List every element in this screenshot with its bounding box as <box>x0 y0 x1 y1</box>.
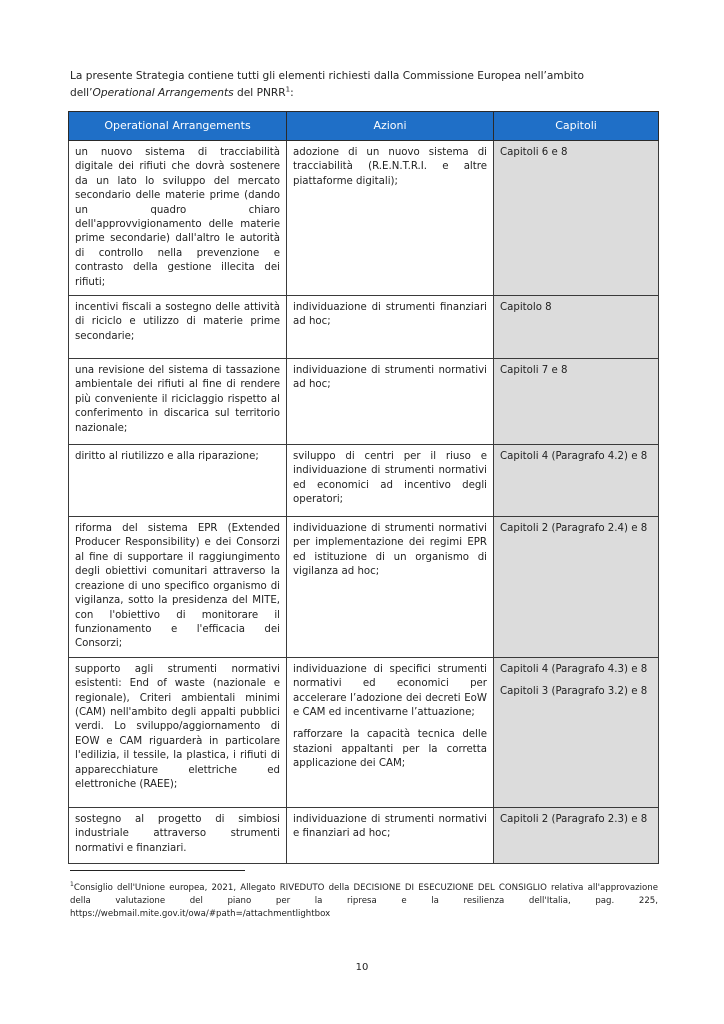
table-row <box>69 296 659 359</box>
azioni-text: individuazione di specifici strumenti normativi ed economici per accelerare l’adozione dei decreti EoW e CAM ed incentivarne l’attuazione; <box>293 663 487 718</box>
capitoli-cell <box>494 141 659 296</box>
azioni-text: individuazione di strumenti normativi per implementazione dei regimi EPR ed istituzione di un organismo di vigilanza ad hoc; <box>293 523 487 578</box>
azioni-cell <box>287 517 494 658</box>
table-row <box>69 359 659 445</box>
footnote <box>70 882 658 921</box>
table-row <box>69 445 659 517</box>
azioni-cell <box>287 296 494 359</box>
azioni-cell <box>287 359 494 445</box>
capitoli-cell <box>494 517 659 658</box>
capitoli-cell <box>494 445 659 517</box>
footnote-separator <box>70 870 245 871</box>
capitoli-cell <box>494 359 659 445</box>
arrangement-cell <box>69 517 287 658</box>
arrangement-cell <box>69 141 287 296</box>
azioni-text: rafforzare la capacità tecnica delle stazioni appaltanti per la corretta applicazione dei CAM; <box>293 729 487 770</box>
capitoli-text: Capitoli 2 (Paragrafo 2.4) e 8 <box>500 523 648 535</box>
arrangement-text: diritto al riutilizzo e alla riparazione; <box>75 451 259 463</box>
arrangement-text: incentivi fiscali a sostegno delle attività di riciclo e utilizzo di materie prime secondarie; <box>75 302 280 342</box>
footnote-marker: 1 <box>70 881 74 889</box>
arrangement-text: un nuovo sistema di tracciabilità digitale dei rifiuti che dovrà sostenere da un lato lo sviluppo del mercato secondario delle materie prime (dando un quadro chiaro dell'approvvigionamento delle materie prime secondarie) dall'altro le autorità di controllo nella prevenzione e contrasto della gestione illecita dei rifiuti; <box>75 147 280 288</box>
capitoli-cell <box>494 657 659 807</box>
table-row <box>69 657 659 807</box>
arrangement-text: supporto agli strumenti normativi esistenti: End of waste (nazionale e regionale), Criteri ambientali minimi (CAM) nell'ambito degli appalti pubblici verdi. Lo sviluppo/aggiornamento di EOW e CAM riguarderà in particolare l'edilizia, il tessile, la plastica, i rifiuti di apparecchiature elettriche ed elettroniche (RAEE); <box>75 663 280 790</box>
header-operational-arrangements: Operational Arrangements <box>69 112 287 141</box>
intro-text: La presente Strategia contiene tutti gli elementi richiesti dalla Commissione Europea nell’ambito dell’ <box>70 70 585 99</box>
capitoli-text: Capitoli 7 e 8 <box>500 365 568 377</box>
arrangement-cell <box>69 296 287 359</box>
capitoli-text: Capitoli 6 e 8 <box>500 147 568 158</box>
arrangement-cell <box>69 657 287 807</box>
arrangement-cell <box>69 359 287 445</box>
capitoli-cell <box>494 296 659 359</box>
intro-paragraph <box>70 68 660 102</box>
capitoli-text: Capitoli 4 (Paragrafo 4.2) e 8 <box>500 451 648 463</box>
azioni-text: adozione di un nuovo sistema di tracciabilità (R.E.N.T.R.I. e altre piattaforme digitali); <box>293 147 487 187</box>
arrangement-cell <box>69 807 287 863</box>
arrangement-cell <box>69 445 287 517</box>
footnote-ref[interactable]: 1 <box>285 85 291 94</box>
azioni-text: sviluppo di centri per il riuso e individuazione di strumenti normativi ed economici ad incentivo degli operatori; <box>293 451 487 506</box>
azioni-cell <box>287 141 494 296</box>
azioni-text: individuazione di strumenti normativi ad hoc; <box>293 365 487 391</box>
capitoli-cell <box>494 807 659 863</box>
arrangements-table <box>68 111 659 864</box>
table-row <box>69 141 659 296</box>
table-header-row <box>69 112 659 141</box>
arrangement-text: sostegno al progetto di simbiosi industriale attraverso strumenti normativi e finanziari. <box>75 813 280 854</box>
arrangement-text: una revisione del sistema di tassazione ambientale dei rifiuti al fine di rendere più conveniente il riciclaggio rispetto al conferimento in discarica sul territorio nazionale; <box>75 365 280 434</box>
capitoli-text: Capitoli 2 (Paragrafo 2.3) e 8 <box>500 813 648 825</box>
intro-colon: : <box>290 87 294 99</box>
table-row <box>69 517 659 658</box>
azioni-cell <box>287 657 494 807</box>
table-row <box>69 807 659 863</box>
intro-text-after: del PNRR <box>233 87 286 99</box>
capitoli-text: Capitoli 4 (Paragrafo 4.3) e 8 <box>500 663 648 675</box>
arrangement-text: riforma del sistema EPR (Extended Producer Responsibility) e dei Consorzi al fine di supportare il raggiungimento degli obiettivi comunitari attraverso la creazione di uno specifico organismo di vigilanza, sotto la presidenza del MITE, con l'obiettivo di monitorare il funzionamento e l'efficacia dei Consorzi; <box>75 523 280 650</box>
page-number: 10 <box>355 962 369 973</box>
capitoli-text: Capitolo 8 <box>500 302 552 314</box>
azioni-cell <box>287 445 494 517</box>
capitoli-text: Capitoli 3 (Paragrafo 3.2) e 8 <box>500 686 648 698</box>
footnote-text: Consiglio dell'Unione europea, 2021, Allegato RIVEDUTO della DECISIONE DI ESECUZIONE DEL CONSIGLIO relativa all'approvazione della valutazione del piano per la ripresa e la resilienza dell'Italia, pag. 225, https://webmail.mite.gov.it/owa/#path=/attachmentlightbox <box>70 883 658 919</box>
azioni-text: individuazione di strumenti normativi e finanziari ad hoc; <box>293 813 487 840</box>
header-azioni: Azioni <box>287 112 494 141</box>
azioni-cell <box>287 807 494 863</box>
azioni-text: individuazione di strumenti finanziari ad hoc; <box>293 302 487 328</box>
header-capitoli: Capitoli <box>494 112 659 141</box>
intro-italic: Operational Arrangements <box>92 87 234 99</box>
